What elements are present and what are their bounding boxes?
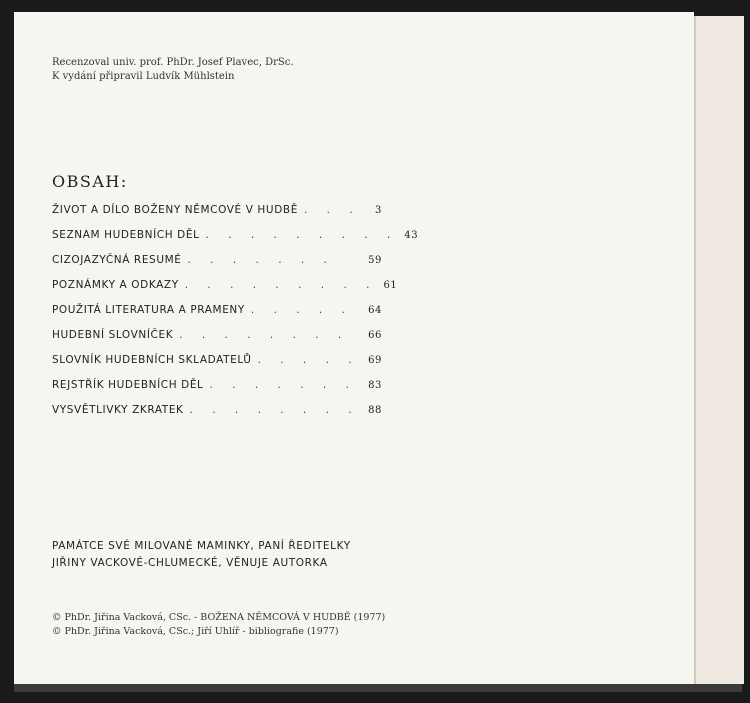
page-shadow (14, 684, 742, 692)
toc-entry-title: POUŽITÁ LITERATURA A PRAMENY (52, 304, 245, 316)
toc-leader-dots: . . . . . . . (187, 254, 335, 266)
copyright-line: © PhDr. Jiřina Vacková, CSc. - BOŽENA NĚMCOVÁ V HUDBĚ (1977) (52, 612, 386, 623)
toc-entry-page: 69 (368, 355, 382, 366)
toc-leader-dots: . . . . . . . . (189, 404, 360, 416)
toc-entry-page: 61 (383, 280, 398, 291)
toc-entry (52, 229, 419, 254)
toc-entry (52, 254, 382, 279)
toc-entry-title: VYSVĚTLIVKY ZKRATEK (52, 404, 184, 416)
dedication-line: JIŘINY VACKOVÉ-CHLUMECKÉ, VĚNUJE AUTORKA (52, 557, 328, 569)
toc-entry-title: HUDEBNÍ SLOVNÍČEK (52, 329, 174, 341)
toc-entry (52, 329, 382, 354)
copyright-notice (52, 611, 385, 639)
toc-leader-dots: . . . . . . . . . (205, 229, 399, 241)
toc-entry-title: REJSTŘÍK HUDEBNÍCH DĚL (52, 379, 204, 391)
table-of-contents (52, 204, 419, 429)
toc-entry-page: 83 (368, 380, 382, 391)
credits-reviewer: Recenzoval univ. prof. PhDr. Josef Plavec, DrSc. (52, 57, 294, 68)
toc-entry (52, 279, 398, 304)
credits (52, 56, 294, 84)
toc-entry-page: 3 (375, 205, 382, 216)
toc-entry (52, 304, 382, 329)
next-page-edge (694, 16, 744, 684)
toc-leader-dots: . . . . . (250, 304, 353, 316)
toc-entry (52, 204, 382, 229)
contents-heading: OBSAH: (52, 172, 128, 191)
toc-leader-dots: . . . . . . . (209, 379, 357, 391)
toc-leader-dots: . . . . . . . . . (184, 279, 378, 291)
dedication-line: PAMÁTCE SVÉ MILOVANÉ MAMINKY, PANÍ ŘEDITELKY (52, 540, 351, 552)
toc-entry-page: 59 (368, 255, 382, 266)
dedication (52, 538, 351, 572)
toc-entry-page: 64 (368, 305, 382, 316)
toc-entry (52, 404, 382, 429)
credits-editor: K vydání připravil Ludvík Mühlstein (52, 71, 235, 82)
toc-entry (52, 379, 382, 404)
toc-entry-page: 43 (404, 230, 419, 241)
toc-leader-dots: . . . (303, 204, 361, 216)
toc-entry-page: 88 (368, 405, 382, 416)
toc-entry-title: ŽIVOT A DÍLO BOŽENY NĚMCOVÉ V HUDBĚ (52, 204, 298, 216)
toc-entry-title: POZNÁMKY A ODKAZY (52, 279, 179, 291)
toc-entry-title: SLOVNÍK HUDEBNÍCH SKLADATELŮ (52, 354, 252, 366)
toc-leader-dots: . . . . . (257, 354, 360, 366)
toc-entry-title: SEZNAM HUDEBNÍCH DĚL (52, 229, 200, 241)
toc-leader-dots: . . . . . . . . (179, 329, 350, 341)
toc-entry (52, 354, 382, 379)
copyright-line: © PhDr. Jiřina Vacková, CSc.; Jiří Uhlíř - bibliografie (1977) (52, 626, 339, 637)
toc-entry-title: CIZOJAZYČNÁ RESUMÉ (52, 254, 182, 266)
toc-entry-page: 66 (368, 330, 382, 341)
